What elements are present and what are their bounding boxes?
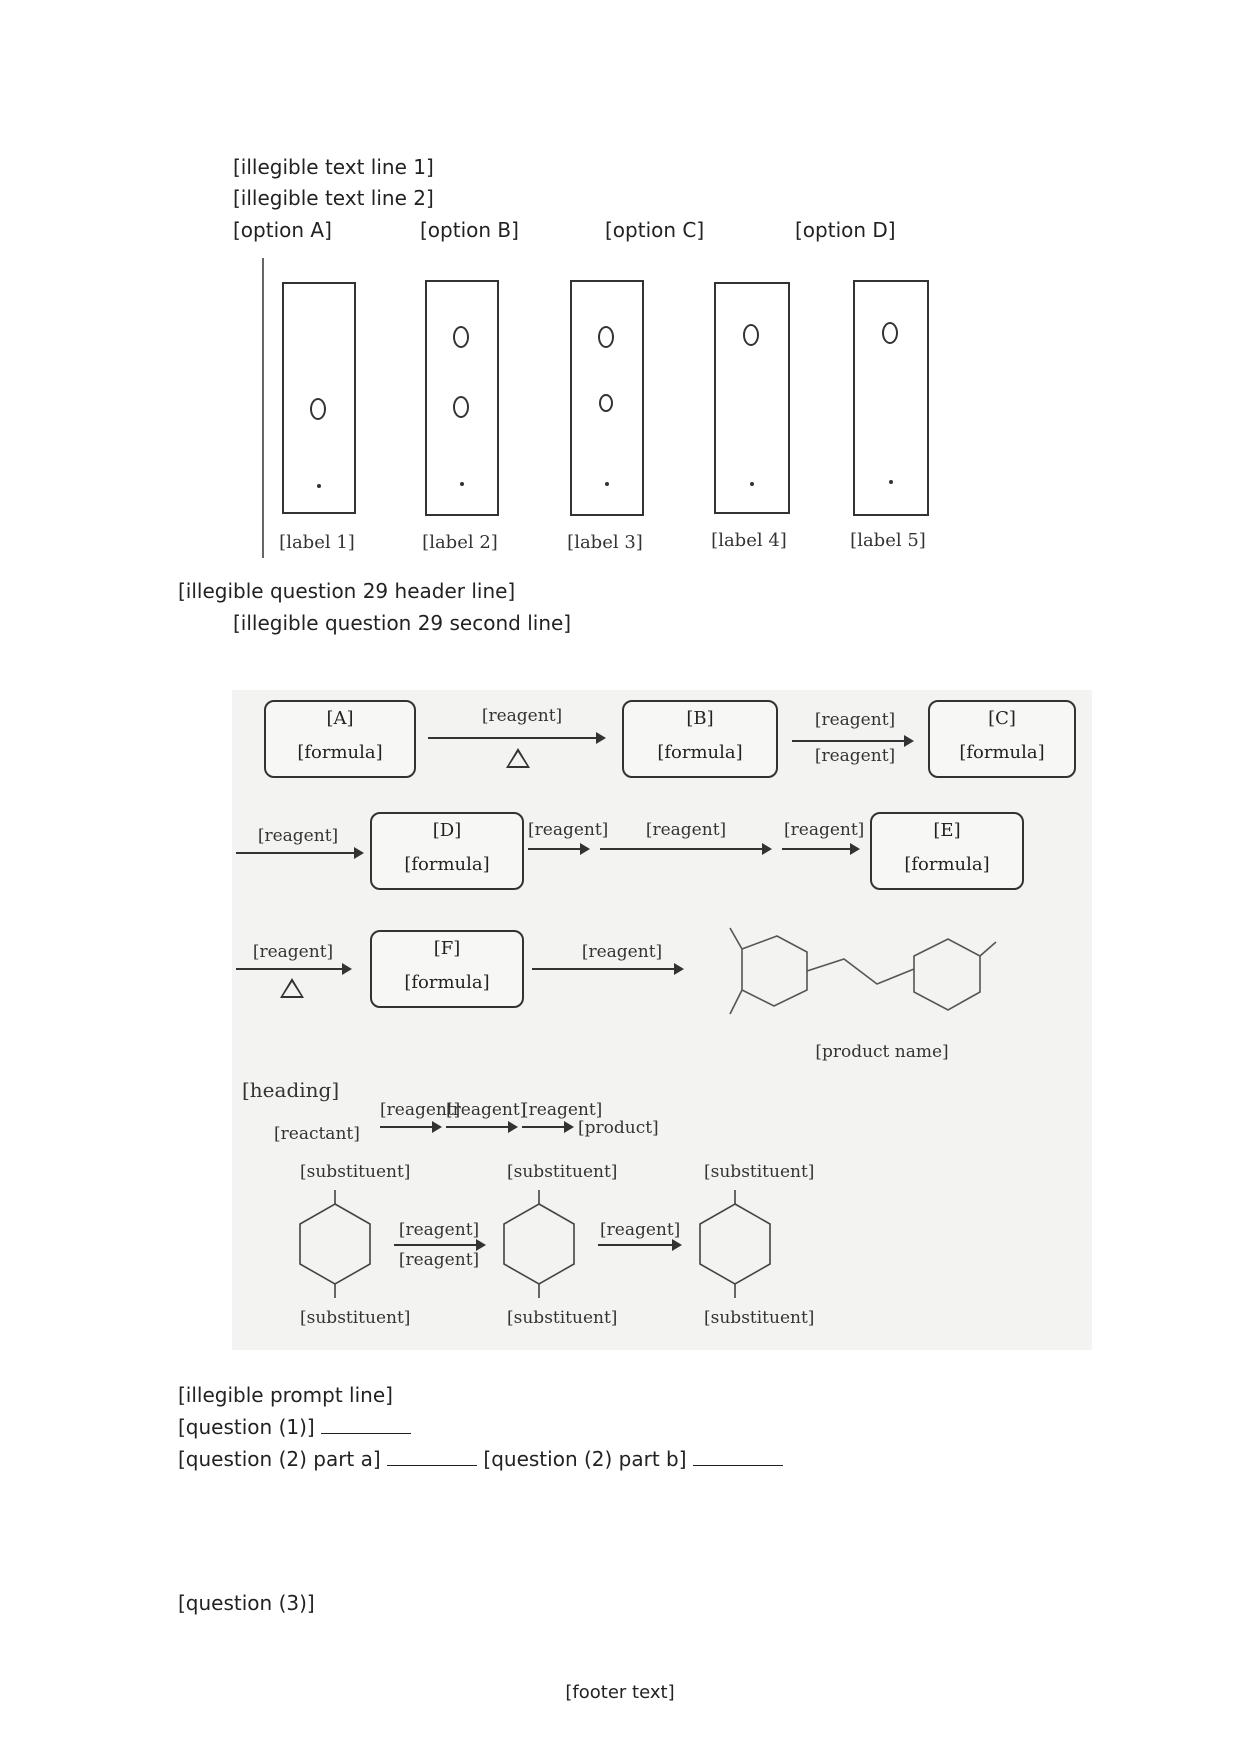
compound-e-name: [E] xyxy=(933,820,961,841)
tlc-label-4: [label 4] xyxy=(711,530,787,551)
answer-blank[interactable] xyxy=(387,1447,477,1466)
reagent-d-step1: [reagent] xyxy=(528,820,609,840)
answer-blank[interactable] xyxy=(321,1415,411,1434)
question-1-text: [question (1)] xyxy=(178,1415,315,1439)
known-rxn2-arrow1 xyxy=(394,1244,484,1246)
question-1 xyxy=(178,1412,411,1442)
tlc-plate-2 xyxy=(425,280,499,516)
tlc-origin xyxy=(889,480,893,484)
compound-c-box xyxy=(928,700,1076,778)
solvent-b-to-c: [reagent] xyxy=(814,746,896,766)
q28-line-2-text: [illegible text line 2] xyxy=(233,186,434,210)
arrow-f-to-product xyxy=(532,968,682,970)
known-rxn2-ring-1 xyxy=(290,1190,380,1300)
known-rxn2-sub5: [substituent] xyxy=(704,1162,815,1182)
reagent-b-to-c: [reagent] xyxy=(814,710,896,730)
known-rxn2-ring-2 xyxy=(494,1190,584,1300)
arrow-c-to-d xyxy=(236,852,362,854)
known-rxn2-ring-3 xyxy=(690,1190,780,1300)
compound-d-name: [D] xyxy=(432,820,462,841)
benzene-ring-left xyxy=(742,936,807,1006)
arrow-a-to-b xyxy=(428,737,604,739)
reagent-d-step2: [reagent] xyxy=(645,820,727,840)
option-b: [option B] xyxy=(420,218,519,242)
figure-edge xyxy=(262,258,264,558)
known-rxn1-reagent2: [reagent] xyxy=(446,1100,527,1120)
compound-d-box xyxy=(370,812,524,890)
substituent-bond xyxy=(730,990,742,1014)
known-rxn2-arrow2 xyxy=(598,1244,680,1246)
arrow-d-step3 xyxy=(782,848,858,850)
tlc-origin xyxy=(317,484,321,488)
option-a: [option A] xyxy=(233,218,332,242)
q28-line-1: [illegible text line 1] xyxy=(233,155,434,179)
tlc-spot xyxy=(599,394,613,412)
tlc-plate-3 xyxy=(570,280,644,516)
known-rxn2-sub4: [substituent] xyxy=(507,1308,618,1328)
tlc-label-1: [label 1] xyxy=(279,532,355,553)
synthesis-scheme xyxy=(232,690,1092,1350)
substituent-bond xyxy=(730,928,742,949)
tlc-spot xyxy=(882,322,898,344)
option-d: [option D] xyxy=(795,218,896,242)
compound-f-name: [F] xyxy=(433,938,461,959)
tlc-label-5: [label 5] xyxy=(850,530,926,551)
known-rxn1-arrow1 xyxy=(380,1126,440,1128)
known-rxn2-sub1: [substituent] xyxy=(300,1162,411,1182)
reagent-c-to-d: [reagent] xyxy=(257,826,339,846)
compound-e-box xyxy=(870,812,1024,890)
questions-intro: [illegible prompt line] xyxy=(178,1383,393,1407)
substituent-bond xyxy=(980,942,996,956)
q28-line-2 xyxy=(233,183,434,213)
arrow-d-step2 xyxy=(600,848,770,850)
known-rxn2-reagent2: [reagent] xyxy=(600,1220,681,1240)
arrow-d-step1 xyxy=(528,848,588,850)
compound-c-name: [C] xyxy=(988,708,1016,729)
known-rxn1-product: [product] xyxy=(578,1118,659,1138)
known-rxn2-sub3: [substituent] xyxy=(507,1162,618,1182)
known-rxn2-sub2: [substituent] xyxy=(300,1308,411,1328)
q29-line-1: [illegible question 29 header line] xyxy=(178,579,516,603)
tlc-spot xyxy=(453,326,469,348)
answer-blank[interactable] xyxy=(693,1447,783,1466)
reagent-f-to-product: [reagent] xyxy=(581,942,663,962)
tlc-label-2: [label 2] xyxy=(422,532,498,553)
tlc-spot xyxy=(453,396,469,418)
known-rxn1-arrow3 xyxy=(522,1126,572,1128)
arrow-b-to-c xyxy=(792,740,912,742)
tlc-plate-5 xyxy=(853,280,929,516)
tlc-plate-1 xyxy=(282,282,356,514)
known-rxn1-reagent1: [reagent] xyxy=(380,1100,461,1120)
tlc-origin xyxy=(750,482,754,486)
reagent-d-step3: [reagent] xyxy=(784,820,865,840)
known-rxn1-arrow2 xyxy=(446,1126,516,1128)
compound-a-name: [A] xyxy=(326,708,354,729)
tlc-plate-4 xyxy=(714,282,790,514)
known-rxn2-reagent1a: [reagent] xyxy=(398,1220,480,1240)
compound-e-formula: [formula] xyxy=(904,854,990,875)
compound-c-formula: [formula] xyxy=(959,742,1045,763)
compound-d-formula: [formula] xyxy=(404,854,490,875)
question-2a-text: [question (2) part a] xyxy=(178,1447,381,1471)
arrow-e-to-f xyxy=(236,968,350,970)
vinyl-bridge xyxy=(807,959,914,984)
page-footer: [footer text] xyxy=(565,1682,675,1703)
reagent-e-to-f: [reagent] xyxy=(252,942,334,962)
question-2b-text: [question (2) part b] xyxy=(483,1447,687,1471)
tlc-spot xyxy=(598,326,614,348)
question-2 xyxy=(178,1444,783,1474)
option-c: [option C] xyxy=(605,218,705,242)
heat-symbol xyxy=(280,978,304,998)
heat-symbol xyxy=(506,748,530,768)
known-heading: [heading] xyxy=(242,1078,340,1102)
tlc-origin xyxy=(605,482,609,486)
q29-line-2: [illegible question 29 second line] xyxy=(233,611,572,635)
compound-a-formula: [formula] xyxy=(297,742,383,763)
tlc-spot xyxy=(743,324,759,346)
compound-b-name: [B] xyxy=(686,708,714,729)
tlc-label-3: [label 3] xyxy=(567,532,643,553)
compound-f-formula: [formula] xyxy=(404,972,490,993)
compound-b-box xyxy=(622,700,778,778)
question-3: [question (3)] xyxy=(178,1591,315,1615)
tlc-origin xyxy=(460,482,464,486)
tlc-spot xyxy=(310,398,326,420)
known-rxn1-reagent3: [reagent] xyxy=(522,1100,603,1120)
known-rxn1-start: [reactant] xyxy=(274,1124,360,1144)
compound-b-formula: [formula] xyxy=(657,742,743,763)
known-rxn2-sub6: [substituent] xyxy=(704,1308,815,1328)
benzene-ring-right xyxy=(914,939,980,1010)
compound-f-box xyxy=(370,930,524,1008)
product-name: [product name] xyxy=(815,1042,949,1062)
compound-a-box xyxy=(264,700,416,778)
known-rxn2-reagent1b: [reagent] xyxy=(398,1250,480,1270)
reagent-a-to-b: [reagent] xyxy=(481,706,563,726)
